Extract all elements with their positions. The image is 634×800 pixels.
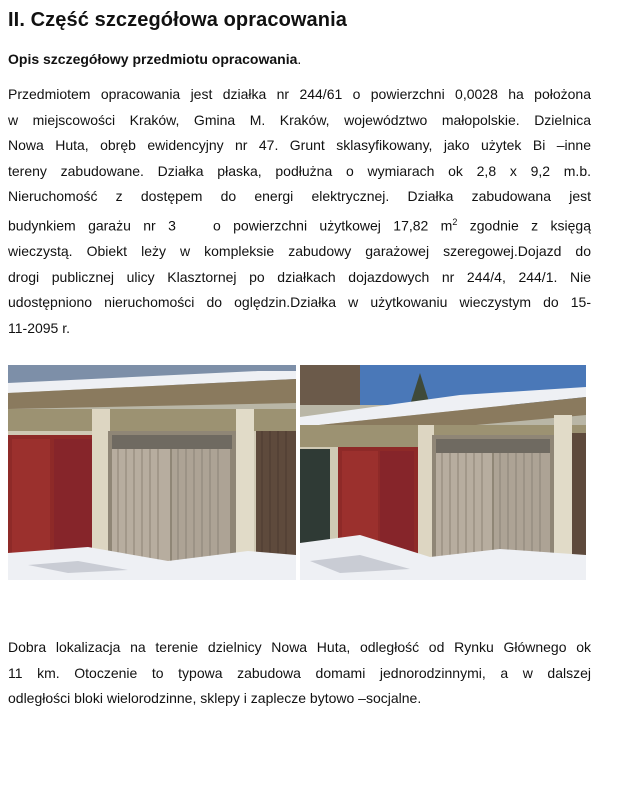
paragraph-line: wieczystą. Obiekt leży w kompleksie zabudowy garażowej szeregowej.Dojazd do (8, 243, 591, 260)
paragraph-line: odległości bloki wielorodzinne, sklepy i zaplecze bytowo –socjalne. (8, 690, 422, 707)
paragraph-line: Dobra lokalizacja na terenie dzielnicy Nowa Huta, odległość od Rynku Głównego ok (8, 639, 591, 655)
area-text: budynkiem garażu nr 3 o powierzchni użytkowej 17,82 m (8, 217, 453, 234)
paragraph-line: tereny zabudowane. Działka płaska, podłużna o wymiarach ok 2,8 x 9,2 m.b. (8, 162, 591, 179)
paragraph-line: 11-2095 r. (8, 320, 71, 336)
paragraph-line: drogi publicznej ulicy Klasztornej po działkach dojazdowych nr 244/4, 244/1. Nie (8, 268, 591, 285)
paragraph-line-area (8, 210, 591, 239)
garage-photo-left (8, 365, 296, 580)
subsection-heading-dot: . (297, 51, 302, 67)
paragraph-line: udostępniono nieruchomości do oględzin.Działka w użytkowaniu wieczystym do 15- (8, 294, 591, 311)
description-paragraph (8, 82, 591, 342)
garage-photo-left-image (8, 365, 296, 580)
garage-photo-right (300, 365, 586, 580)
paragraph-line: w miejscowości Kraków, Gmina M. Kraków, województwo małopolskie. Dzielnica (8, 111, 591, 128)
paragraph-line: Przedmiotem opracowania jest działka nr 244/61 o powierzchni 0,0028 ha położona (8, 86, 591, 102)
paragraph-line: Nieruchomość z dostępem do energi elektrycznej. Działka zabudowana jest (8, 188, 591, 205)
paragraph-line: 11 km. Otoczenie to typowa zabudowa domami jednorodzinnymi, a w dalszej (8, 664, 591, 681)
subsection-heading-text: Opis szczegółowy przedmiotu opracowania (8, 51, 298, 67)
area-text-after: zgodnie z księgą (457, 217, 592, 234)
garage-photo-right-image (300, 365, 586, 580)
paragraph-line: Nowa Huta, obręb ewidencyjny nr 47. Grunt sklasyfikowany, jako użytek Bi –inne (8, 137, 591, 154)
subsection-heading (8, 51, 301, 67)
area-unit-superscript: 2 (452, 216, 458, 227)
location-paragraph (8, 635, 591, 712)
section-heading: II. Część szczegółowa opracowania (8, 9, 347, 31)
